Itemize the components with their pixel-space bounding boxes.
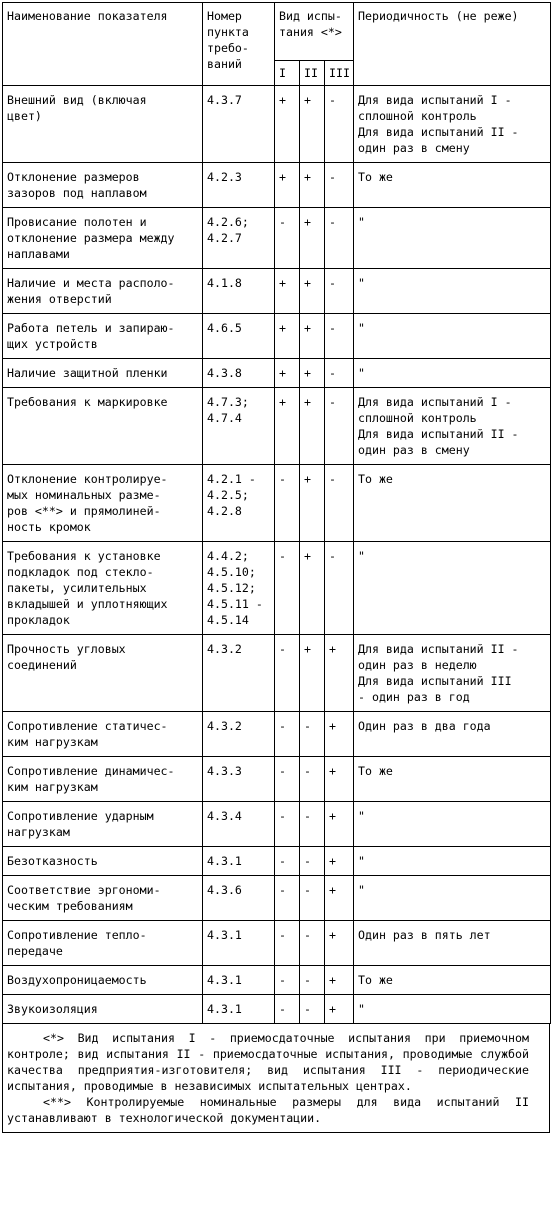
indicator-name-cell: Соответствие эргономи- ческим требованиям xyxy=(3,876,203,921)
table-row xyxy=(3,314,551,359)
test-iii-mark: - xyxy=(325,208,354,269)
periodicity-cell: " xyxy=(354,208,551,269)
table-row xyxy=(3,921,551,966)
requirement-item-cell: 4.6.5 xyxy=(203,314,275,359)
indicator-name-cell: Сопротивление тепло- передаче xyxy=(3,921,203,966)
periodicity-cell: " xyxy=(354,359,551,388)
periodicity-cell: " xyxy=(354,802,551,847)
requirement-item-cell: 4.3.2 xyxy=(203,712,275,757)
test-ii-mark: - xyxy=(300,847,325,876)
indicator-name-cell: Наличие и места располо- жения отверстий xyxy=(3,269,203,314)
test-ii-mark: + xyxy=(300,86,325,163)
test-iii-mark: + xyxy=(325,802,354,847)
indicator-name-cell: Требования к маркировке xyxy=(3,388,203,465)
requirement-item-cell: 4.3.1 xyxy=(203,847,275,876)
requirement-item-cell: 4.3.3 xyxy=(203,757,275,802)
test-iii-mark: - xyxy=(325,359,354,388)
periodicity-cell: То же xyxy=(354,465,551,542)
header-test-type: Вид испы- тания <*> xyxy=(275,3,354,61)
indicator-name-cell: Требования к установке подкладок под стекло- пакеты, усилительных вкладышей и уплотняющих прокладок xyxy=(3,542,203,635)
test-ii-mark: - xyxy=(300,876,325,921)
test-ii-mark: + xyxy=(300,635,325,712)
test-iii-mark: - xyxy=(325,163,354,208)
table-row xyxy=(3,757,551,802)
table-row xyxy=(3,876,551,921)
indicator-name-cell: Отклонение контролируе- мых номинальных разме- ров <**> и прямолиней- ность кромок xyxy=(3,465,203,542)
test-i-mark: + xyxy=(275,314,300,359)
test-ii-mark: - xyxy=(300,757,325,802)
table-row xyxy=(3,86,551,163)
test-i-mark: - xyxy=(275,847,300,876)
table-row xyxy=(3,359,551,388)
periodicity-cell: " xyxy=(354,542,551,635)
periodicity-cell: Для вида испытаний I - сплошной контроль Для вида испытаний II - один раз в смену xyxy=(354,388,551,465)
test-ii-mark: - xyxy=(300,921,325,966)
table-row xyxy=(3,388,551,465)
header-row xyxy=(3,3,551,61)
table-row xyxy=(3,465,551,542)
test-iii-mark: + xyxy=(325,757,354,802)
test-iii-mark: - xyxy=(325,465,354,542)
test-ii-mark: - xyxy=(300,712,325,757)
indicator-name-cell: Сопротивление статичес- ким нагрузкам xyxy=(3,712,203,757)
table-row xyxy=(3,847,551,876)
requirement-item-cell: 4.2.1 - 4.2.5; 4.2.8 xyxy=(203,465,275,542)
requirement-item-cell: 4.3.2 xyxy=(203,635,275,712)
header-test-i: I xyxy=(275,61,300,86)
test-ii-mark: + xyxy=(300,465,325,542)
test-i-mark: - xyxy=(275,995,300,1024)
test-iii-mark: - xyxy=(325,388,354,465)
test-i-mark: - xyxy=(275,542,300,635)
table-row xyxy=(3,995,551,1024)
test-i-mark: + xyxy=(275,86,300,163)
test-iii-mark: - xyxy=(325,542,354,635)
test-iii-mark: - xyxy=(325,314,354,359)
periodicity-cell: " xyxy=(354,314,551,359)
indicator-name-cell: Безотказность xyxy=(3,847,203,876)
test-i-mark: - xyxy=(275,921,300,966)
test-ii-mark: + xyxy=(300,208,325,269)
periodicity-cell: " xyxy=(354,847,551,876)
periodicity-cell: Для вида испытаний I - сплошной контроль Для вида испытаний II - один раз в смену xyxy=(354,86,551,163)
test-i-mark: + xyxy=(275,388,300,465)
test-ii-mark: + xyxy=(300,314,325,359)
header-test-iii: III xyxy=(325,61,354,86)
test-iii-mark: + xyxy=(325,635,354,712)
test-ii-mark: + xyxy=(300,163,325,208)
footnote-2: <**> Контролируемые номинальные размеры для вида испытаний II устанавливают в технологической документации. xyxy=(7,1095,529,1125)
periodicity-cell: Один раз в пять лет xyxy=(354,921,551,966)
test-i-mark: - xyxy=(275,757,300,802)
test-i-mark: + xyxy=(275,359,300,388)
test-iii-mark: + xyxy=(325,876,354,921)
requirement-item-cell: 4.3.1 xyxy=(203,966,275,995)
table-row xyxy=(3,269,551,314)
test-i-mark: + xyxy=(275,163,300,208)
test-i-mark: - xyxy=(275,465,300,542)
header-item: Номер пункта требо- ваний xyxy=(203,3,275,86)
test-i-mark: - xyxy=(275,635,300,712)
periodicity-cell: То же xyxy=(354,757,551,802)
test-ii-mark: - xyxy=(300,995,325,1024)
indicator-name-cell: Работа петель и запираю- щих устройств xyxy=(3,314,203,359)
indicator-name-cell: Прочность угловых соединений xyxy=(3,635,203,712)
test-i-mark: + xyxy=(275,269,300,314)
table-row xyxy=(3,163,551,208)
table-row xyxy=(3,635,551,712)
table-row xyxy=(3,208,551,269)
test-i-mark: - xyxy=(275,712,300,757)
footnotes xyxy=(2,1024,550,1133)
test-ii-mark: + xyxy=(300,388,325,465)
requirement-item-cell: 4.3.1 xyxy=(203,921,275,966)
requirement-item-cell: 4.2.6; 4.2.7 xyxy=(203,208,275,269)
periodicity-cell: " xyxy=(354,995,551,1024)
indicator-name-cell: Внешний вид (включая цвет) xyxy=(3,86,203,163)
test-iii-mark: + xyxy=(325,995,354,1024)
test-i-mark: - xyxy=(275,208,300,269)
table-row xyxy=(3,542,551,635)
periodicity-cell: То же xyxy=(354,163,551,208)
test-ii-mark: + xyxy=(300,542,325,635)
periodicity-cell: " xyxy=(354,876,551,921)
footnote-1: <*> Вид испытания I - приемосдаточные испытания при приемочном контроле; вид испытания II - приемосдаточные испытания, проводимые службой качества предприятия-изготовителя; вид испытания III - периодические испытания, проводимые в независимых испытательных центрах. xyxy=(7,1031,529,1093)
header-test-ii: II xyxy=(300,61,325,86)
table-row xyxy=(3,712,551,757)
requirement-item-cell: 4.7.3; 4.7.4 xyxy=(203,388,275,465)
test-iii-mark: + xyxy=(325,847,354,876)
indicator-name-cell: Наличие защитной пленки xyxy=(3,359,203,388)
test-ii-mark: + xyxy=(300,359,325,388)
table-row xyxy=(3,802,551,847)
header-name: Наименование показателя xyxy=(3,3,203,86)
test-iii-mark: + xyxy=(325,966,354,995)
requirement-item-cell: 4.1.8 xyxy=(203,269,275,314)
test-iii-mark: + xyxy=(325,712,354,757)
requirement-item-cell: 4.3.4 xyxy=(203,802,275,847)
requirement-item-cell: 4.3.1 xyxy=(203,995,275,1024)
document-sheet xyxy=(2,2,550,1133)
periodicity-cell: То же xyxy=(354,966,551,995)
periodicity-cell: " xyxy=(354,269,551,314)
test-iii-mark: - xyxy=(325,86,354,163)
requirement-item-cell: 4.2.3 xyxy=(203,163,275,208)
periodicity-cell: Для вида испытаний II - один раз в неделю Для вида испытаний III - один раз в год xyxy=(354,635,551,712)
requirement-item-cell: 4.3.7 xyxy=(203,86,275,163)
test-iii-mark: + xyxy=(325,921,354,966)
test-i-mark: - xyxy=(275,876,300,921)
test-ii-mark: - xyxy=(300,802,325,847)
test-ii-mark: - xyxy=(300,966,325,995)
indicator-name-cell: Звукоизоляция xyxy=(3,995,203,1024)
table-row xyxy=(3,966,551,995)
indicator-name-cell: Сопротивление динамичес- ким нагрузкам xyxy=(3,757,203,802)
test-requirements-table xyxy=(2,2,551,1024)
test-i-mark: - xyxy=(275,802,300,847)
test-i-mark: - xyxy=(275,966,300,995)
requirement-item-cell: 4.3.8 xyxy=(203,359,275,388)
test-ii-mark: + xyxy=(300,269,325,314)
requirement-item-cell: 4.3.6 xyxy=(203,876,275,921)
indicator-name-cell: Воздухопроницаемость xyxy=(3,966,203,995)
indicator-name-cell: Отклонение размеров зазоров под наплавом xyxy=(3,163,203,208)
indicator-name-cell: Провисание полотен и отклонение размера между наплавами xyxy=(3,208,203,269)
requirement-item-cell: 4.4.2; 4.5.10; 4.5.12; 4.5.11 - 4.5.14 xyxy=(203,542,275,635)
periodicity-cell: Один раз в два года xyxy=(354,712,551,757)
test-iii-mark: - xyxy=(325,269,354,314)
header-periodicity: Периодичность (не реже) xyxy=(354,3,551,86)
indicator-name-cell: Сопротивление ударным нагрузкам xyxy=(3,802,203,847)
